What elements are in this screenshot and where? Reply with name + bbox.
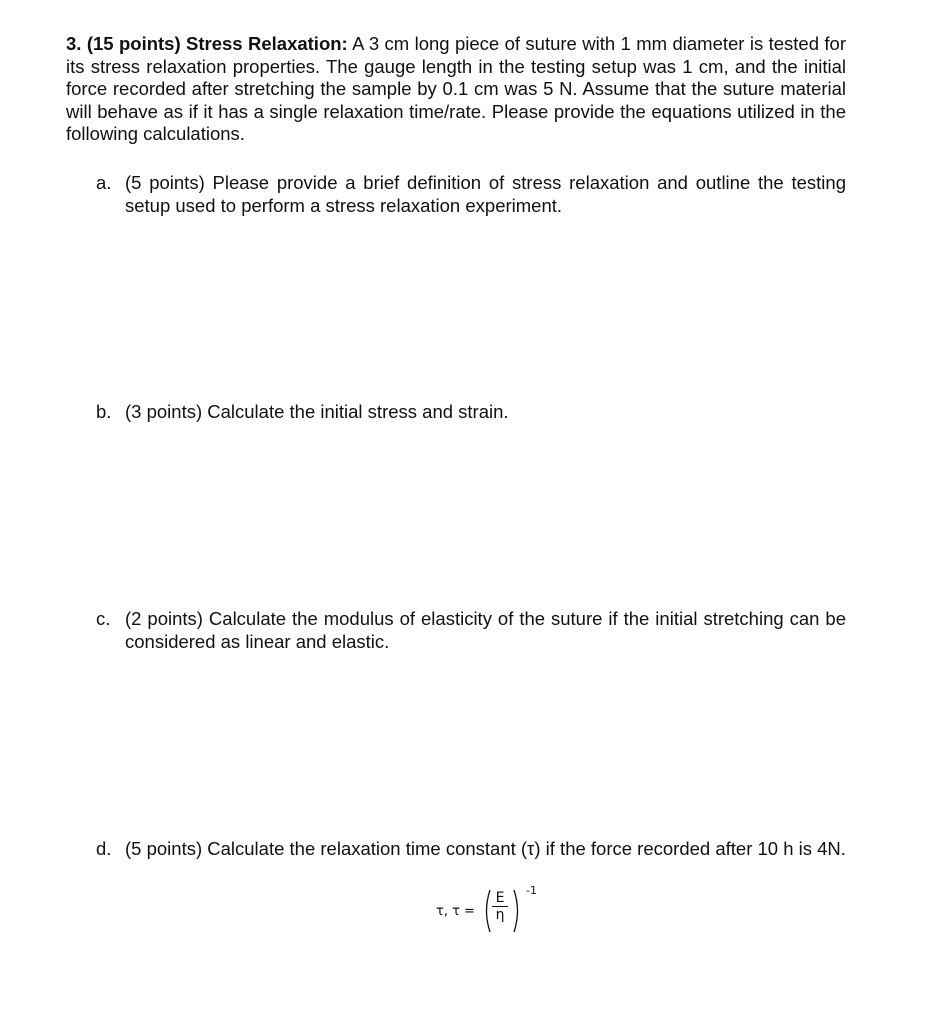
formula-denominator: η [495,907,505,923]
question-3 [66,33,846,146]
part-a-label: a. [96,172,112,193]
part-b-text: (3 points) Calculate the initial stress and strain. [125,401,509,422]
part-c-label: c. [96,608,111,629]
formula-exponent: -1 [526,884,537,897]
part-c-text: (2 points) Calculate the modulus of elasticity of the suture if the initial stretching can be considered as linear and elastic. [125,608,846,652]
question-heading: 3. (15 points) Stress Relaxation: [66,33,348,54]
question-body: A 3 cm long piece of suture with 1 mm diameter is tested for its stress relaxation properties. The gauge length in the testing setup was 1 cm, and the initial force recorded after stretching the sample by 0.1 cm was 5 N. Assume that the suture material will behave as if it has a single relaxation time/rate. Please provide the equations utilized in the following calculations. [66,33,846,145]
formula-numerator: E [492,890,508,907]
formula-right-paren [512,888,522,934]
part-a [96,172,846,217]
part-a-text: (5 points) Please provide a brief definition of stress relaxation and outline the testing setup used to perform a stress relaxation experiment. [125,172,846,216]
part-b-label: b. [96,401,112,422]
formula-lhs: τ, τ = [436,904,475,919]
part-b [96,401,846,424]
relaxation-time-formula [436,882,556,942]
part-c [96,608,846,653]
formula-fraction [492,890,508,923]
formula-left-paren [482,888,492,934]
part-d-text: (5 points) Calculate the relaxation time constant (τ) if the force recorded after 10 h is 4N. [125,838,846,859]
part-d-label: d. [96,838,112,859]
part-d [96,838,846,861]
